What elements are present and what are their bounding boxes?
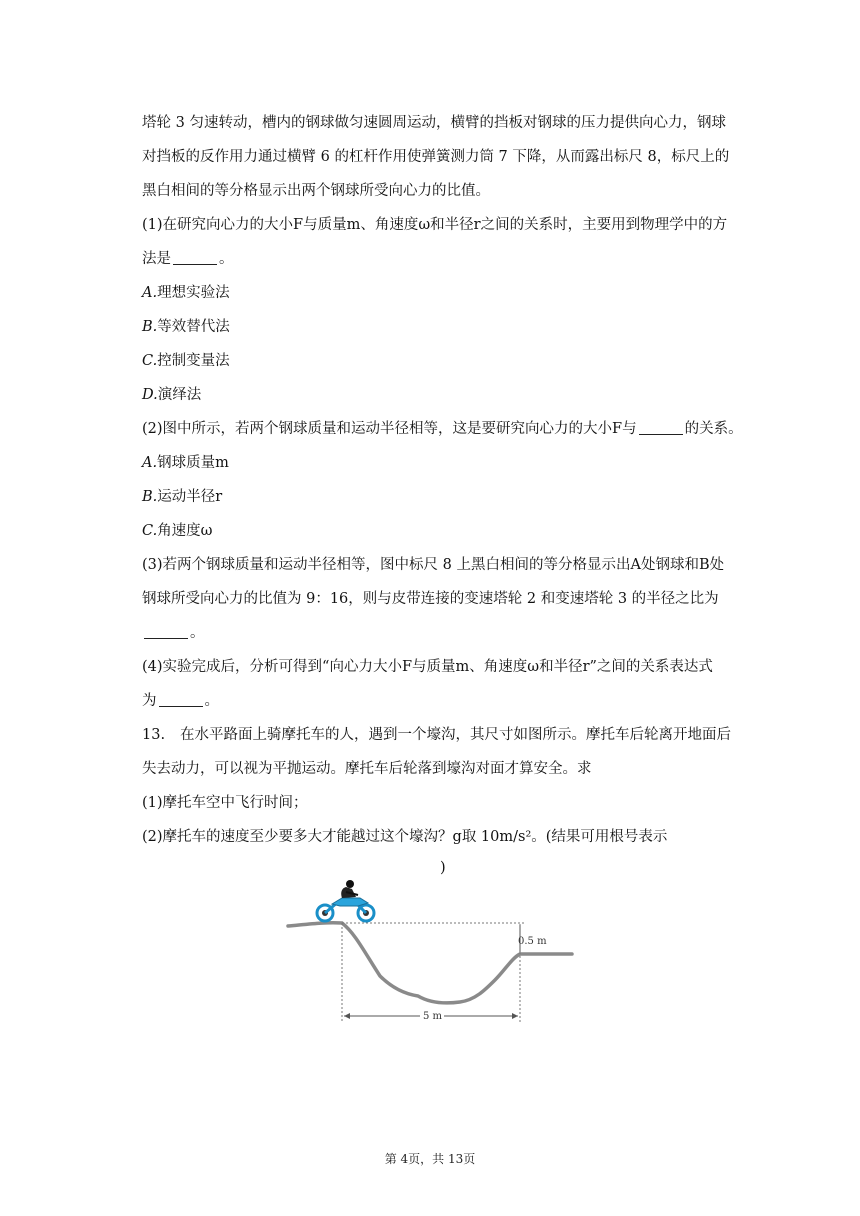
q3-line-3	[142, 623, 205, 643]
q4-line-2-text: 为	[142, 693, 157, 709]
q2-option-c: C.角速度ω	[142, 523, 213, 539]
q1-option-c: C.控制变量法	[142, 353, 230, 369]
q2-tail: 的关系。	[684, 421, 743, 437]
answer-blank-q3	[144, 623, 188, 639]
answer-blank-q1	[173, 249, 217, 265]
intro-line-1: 塔轮 3 匀速转动，槽内的钢球做匀速圆周运动，横臂的挡板对钢球的压力提供向心力，钢球	[142, 115, 726, 131]
page-footer: 第 4页，共 13页	[384, 1152, 476, 1166]
p13-line-1	[142, 725, 731, 745]
height-label: 0.5 m	[518, 936, 547, 947]
p13-line-2: 失去动力，可以视为平抛运动。摩托车后轮落到壕沟对面才算安全。求	[142, 761, 592, 777]
q3-line-2: 钢球所受向心力的比值为 9：16，则与皮带连接的变速塔轮 2 和变速塔轮 3 的半径之比为	[142, 591, 719, 607]
p13-sub-2: (2)摩托车的速度至少要多大才能越过这个壕沟？g取 10m/s²。(结果可用根号表示	[142, 829, 668, 845]
intro-line-2: 对挡板的反作用力通过横臂 6 的杠杆作用使弹簧测力筒 7 下降，从而露出标尺 8，标尺上的	[142, 149, 730, 165]
q3-tail: 。	[190, 625, 205, 641]
answer-blank-q2	[639, 419, 683, 435]
trench-profile	[288, 923, 572, 1003]
problem-number: 13.	[142, 727, 166, 743]
q2-line	[142, 419, 743, 439]
answer-blank-q4	[159, 691, 203, 707]
q1-line-1: (1)在研究向心力的大小F与质量m、角速度ω和半径r之间的关系时，主要用到物理学中的方	[142, 217, 728, 233]
q1-option-a: A.理想实验法	[142, 285, 230, 301]
intro-line-3: 黑白相间的等分格显示出两个钢球所受向心力的比值。	[142, 183, 490, 199]
p13-close-paren: )	[440, 860, 446, 876]
q1-option-b: B.等效替代法	[142, 319, 230, 335]
q1-line-2-text: 法是	[142, 251, 171, 267]
p13-line-1-text: 在水平路面上骑摩托车的人，遇到一个壕沟，其尺寸如图所示。摩托车后轮离开地面后	[180, 727, 731, 743]
q2-option-b: B.运动半径r	[142, 489, 223, 505]
q2-text: (2)图中所示，若两个钢球质量和运动半径相等，这是要研究向心力的大小F与	[142, 421, 637, 437]
trench-figure	[280, 878, 580, 1028]
q2-option-a: A.钢球质量m	[142, 455, 229, 471]
p13-sub-1: (1)摩托车空中飞行时间；	[142, 795, 308, 811]
q4-line-1: (4)实验完成后，分析可得到“向心力大小F与质量m、角速度ω和半径r”之间的关系表达式	[142, 659, 713, 675]
q4-line-2	[142, 691, 219, 711]
motorcycle-icon	[317, 880, 374, 921]
q1-option-d: D.演绎法	[142, 387, 202, 403]
q1-line-2	[142, 249, 234, 269]
q3-line-1: (3)若两个钢球质量和运动半径相等，图中标尺 8 上黑白相间的等分格显示出A处钢球和B处	[142, 557, 725, 573]
q4-tail: 。	[204, 693, 219, 709]
q1-tail: 。	[219, 251, 234, 267]
width-label: 5 m	[423, 1011, 443, 1022]
